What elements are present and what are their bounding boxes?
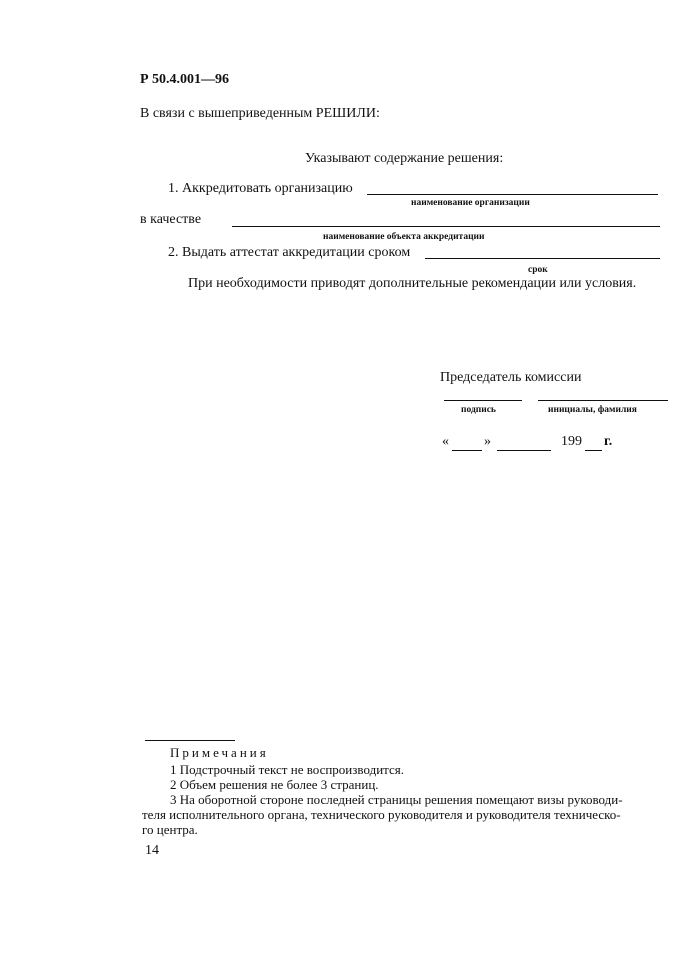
- name-hint: инициалы, фамилия: [548, 405, 637, 415]
- decision-title: Указывают содержание решения:: [305, 151, 504, 166]
- chairman-title: Председатель комиссии: [440, 370, 582, 385]
- quality-blank-line: [232, 226, 660, 227]
- date-suffix: г.: [604, 434, 613, 449]
- item2-blank-line: [425, 258, 660, 259]
- intro-text: В связи с вышеприведенным РЕШИЛИ:: [140, 106, 380, 121]
- date-open-quote: «: [442, 434, 449, 449]
- note-item-3-cont1: теля исполнительного органа, технического руководителя и руководителя техническо-: [142, 807, 621, 822]
- notes-title: Примечания: [170, 745, 269, 760]
- item1-blank-line: [367, 194, 658, 195]
- item1-hint: наименование организации: [411, 198, 530, 208]
- note-item-3: 3 На оборотной стороне последней страницы решения помещают визы руководи-: [170, 792, 623, 807]
- date-day-line: [452, 450, 482, 451]
- quality-label: в качестве: [140, 212, 202, 227]
- date-month-line: [497, 450, 551, 451]
- note-item-2: 2 Объем решения не более 3 страниц.: [170, 777, 379, 792]
- note-item-3-cont2: го центра.: [142, 822, 198, 837]
- note-item-1: 1 Подстрочный текст не воспроизводится.: [170, 762, 404, 777]
- signature-line: [444, 400, 522, 401]
- date-year-line: [585, 450, 602, 451]
- quality-hint: наименование объекта аккредитации: [323, 232, 485, 242]
- signature-hint: подпись: [461, 405, 496, 415]
- item1-label: 1. Аккредитовать организацию: [168, 181, 353, 196]
- extra-conditions-text: При необходимости приводят дополнительные рекомендации или условия.: [188, 276, 637, 291]
- document-code: Р 50.4.001—96: [140, 72, 230, 87]
- notes-separator: [145, 740, 235, 741]
- page-number: 14: [145, 843, 159, 858]
- item2-hint: срок: [528, 265, 548, 275]
- date-year: 199: [561, 434, 582, 449]
- item2-label: 2. Выдать аттестат аккредитации сроком: [168, 245, 411, 260]
- date-close-quote: »: [484, 434, 491, 449]
- name-line: [538, 400, 668, 401]
